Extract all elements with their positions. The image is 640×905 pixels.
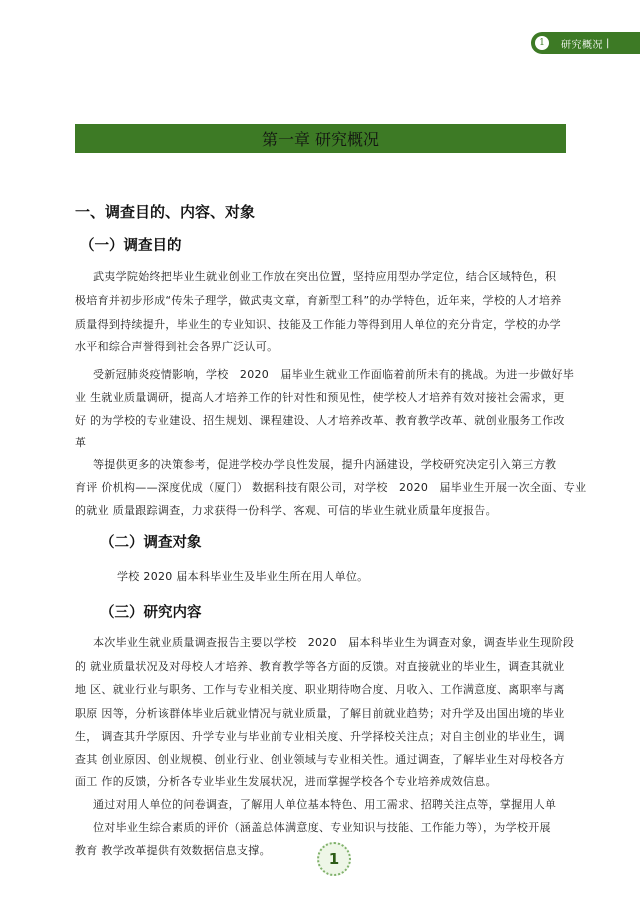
text-line: 育评 价机构——深度优成（厦门） 数据科技有限公司，对学校 2020 届毕业生开展一次全面、专业 bbox=[75, 481, 587, 494]
text-line: 好 的为学校的专业建设、招生规划、课程建设、人才培养改革、教育教学改革、就创业服务工作改 bbox=[75, 414, 565, 427]
text-line: 革 bbox=[75, 436, 87, 449]
text-line: 面工 作的反馈，分析各专业毕业生发展状况，进而掌握学校各个专业培养成效信息。 bbox=[75, 775, 497, 788]
text-line: 武夷学院始终把毕业生就业创业工作放在突出位置，坚持应用型办学定位，结合区域特色，积 bbox=[93, 270, 557, 283]
text-line: 极培育并初步形成“传朱子理学，做武夷文章，育新型工科”的办学特色，近年来，学校的人才培养 bbox=[75, 294, 562, 307]
text-line: 查其 创业原因、创业规模、创业行业、创业领域与专业相关性。通过调查，了解毕业生对母校各方 bbox=[75, 753, 565, 766]
text-line: 职原 因等，分析该群体毕业后就业情况与就业质量，了解目前就业趋势；对升学及出国出境的毕业 bbox=[75, 707, 565, 720]
text-line: 受新冠肺炎疫情影响，学校 2020 届毕业生就业工作面临着前所未有的挑战。为进一步做好毕 bbox=[93, 368, 575, 381]
chapter-title-banner: 第一章 研究概况 bbox=[75, 124, 566, 153]
subsection-heading-purpose: （一）调查目的 bbox=[80, 238, 182, 254]
header-section-tab bbox=[531, 32, 640, 54]
paragraph-subjects: 学校 2020 届本科毕业生及毕业生所在用人单位。 bbox=[117, 570, 369, 583]
subsection-heading-subjects: （二）调查对象 bbox=[100, 535, 202, 551]
section-heading-1: 一、调查目的、内容、对象 bbox=[75, 203, 256, 221]
text-line: 的就业 质量跟踪调查，力求获得一份科学、客观、可信的毕业生就业质量年度报告。 bbox=[75, 504, 497, 517]
chapter-number-badge: 1 bbox=[535, 36, 549, 50]
text-line: 通过对用人单位的问卷调查，了解用人单位基本特色、用工需求、招聘关注点等，掌握用人单 bbox=[93, 798, 557, 811]
subsection-heading-content: （三）研究内容 bbox=[100, 605, 202, 621]
section-separator: | bbox=[606, 37, 610, 49]
page-number-badge: 1 bbox=[317, 842, 351, 876]
text-line: 位对毕业生综合素质的评价（涵盖总体满意度、专业知识与技能、工作能力等），为学校开展 bbox=[93, 821, 551, 834]
text-line: 业 生就业质量调研，提高人才培养工作的针对性和预见性，使学校人才培养有效对接社会需求，更 bbox=[75, 391, 565, 404]
text-line: 水平和综合声誉得到社会各界广泛认可。 bbox=[75, 340, 279, 353]
section-label: 研究概况 bbox=[561, 39, 603, 51]
text-line: 生， 调查其升学原因、升学专业与毕业前专业相关度、升学择校关注点；对自主创业的毕业生，调 bbox=[75, 730, 565, 743]
text-line: 等提供更多的决策参考，促进学校办学良性发展，提升内涵建设，学校研究决定引入第三方教 bbox=[93, 458, 557, 471]
text-line: 质量得到持续提升，毕业生的专业知识、技能及工作能力等得到用人单位的充分肯定，学校的办学 bbox=[75, 318, 561, 331]
text-line: 地 区、就业行业与职务、工作与专业相关度、职业期待吻合度、月收入、工作满意度、离职率与离 bbox=[75, 683, 565, 696]
text-line: 教育 教学改革提供有效数据信息支撑。 bbox=[75, 844, 271, 857]
text-line: 的 就业质量状况及对母校人才培养、教育教学等各方面的反馈。对直接就业的毕业生，调查其就业 bbox=[75, 660, 565, 673]
text-line: 本次毕业生就业质量调查报告主要以学校 2020 届本科毕业生为调查对象，调查毕业生现阶段 bbox=[93, 636, 575, 649]
